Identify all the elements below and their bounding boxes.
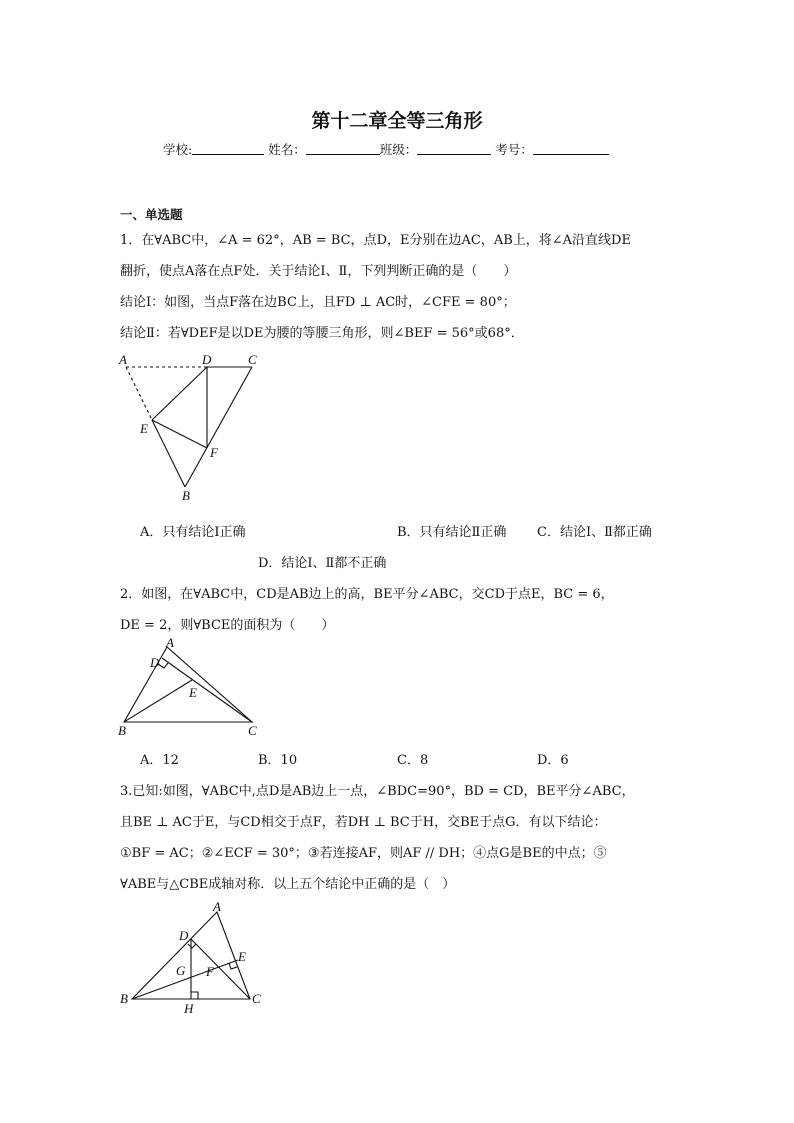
q3-right-angle-E bbox=[229, 963, 237, 969]
q1-label-E: E bbox=[140, 421, 148, 436]
q3-label-B: B bbox=[120, 991, 128, 1006]
q3-label-H: H bbox=[184, 1001, 194, 1016]
q1-side-CB bbox=[185, 367, 252, 487]
name-label: 姓名： bbox=[268, 142, 306, 157]
student-info bbox=[163, 140, 609, 158]
school-label: 学校: bbox=[163, 142, 193, 157]
q3-line-1: 3.已知:如图，∀ABC中,点D是AB边上一点，∠BDC=90°，BD = CD，BE平分∠ABC， bbox=[120, 784, 635, 799]
q1-option-c[interactable]: C．结论Ⅰ、Ⅱ都正确 bbox=[537, 525, 652, 540]
id-label: 考号： bbox=[495, 142, 533, 157]
q3-figure bbox=[112, 896, 282, 1020]
q1-option-d[interactable]: D．结论Ⅰ、Ⅱ都不正确 bbox=[258, 556, 387, 571]
q1-option-b[interactable]: B．只有结论Ⅱ正确 bbox=[397, 525, 507, 540]
q3-label-G: G bbox=[176, 963, 186, 978]
q3-label-C: C bbox=[252, 991, 261, 1006]
q1-conclusion-1: 结论Ⅰ：如图，当点F落在边BC上，且FD ⊥ AC时，∠CFE = 80°； bbox=[120, 295, 516, 310]
q2-label-B: B bbox=[118, 723, 126, 738]
q3-right-angle-H bbox=[191, 992, 198, 999]
q1-label-A: A bbox=[119, 352, 127, 367]
class-label: 班级： bbox=[379, 142, 418, 157]
q2-right-angle-mark bbox=[158, 663, 168, 668]
id-field[interactable] bbox=[533, 142, 609, 155]
school-field[interactable] bbox=[192, 142, 264, 155]
q3-line-4: ∀ABE与△CBE成轴对称．以上五个结论中正确的是（ ） bbox=[120, 877, 456, 892]
q3-right-angle-D bbox=[188, 944, 196, 948]
q2-option-b[interactable]: B．10 bbox=[258, 753, 298, 768]
q2-line-1: 2．如图，在∀ABC中，CD是AB边上的高，BE平分∠ABC，交CD于点E，BC = 6， bbox=[120, 587, 614, 602]
q2-figure bbox=[112, 636, 272, 740]
q3-label-E: E bbox=[238, 949, 246, 964]
q1-label-F: F bbox=[210, 445, 218, 460]
q1-label-C: C bbox=[248, 352, 257, 367]
q1-option-a[interactable]: A．只有结论Ⅰ正确 bbox=[140, 525, 246, 540]
q2-option-c[interactable]: C．8 bbox=[397, 753, 429, 768]
q1-line-1: 1．在∀ABC中，∠A = 62°，AB = BC，点D，E分别在边AC，AB上，将∠A沿直线DE bbox=[120, 233, 631, 248]
q2-option-d[interactable]: D．6 bbox=[537, 753, 569, 768]
q2-bisector-BE bbox=[124, 680, 192, 722]
q3-seg-DC bbox=[191, 939, 250, 999]
q2-option-a[interactable]: A．12 bbox=[140, 753, 179, 768]
q2-label-C: C bbox=[248, 723, 257, 738]
q3-line-2: 且BE ⊥ AC于E，与CD相交于点F，若DH ⊥ BC于H，交BE于点G．有以下结论： bbox=[120, 815, 607, 830]
q3-line-3: ①BF = AC；②∠ECF = 30°；③若连接AF，则AF // DH；④点G是BE的中点；⑤ bbox=[120, 846, 607, 861]
q1-dashed-AE bbox=[126, 367, 152, 420]
q1-fold-DE bbox=[152, 367, 207, 420]
q1-conclusion-2: 结论Ⅱ：若∀DEF是以DE为腰的等腰三角形，则∠BEF = 56°或68°． bbox=[120, 326, 524, 341]
page-title: 第十二章全等三角形 bbox=[311, 110, 483, 132]
q1-seg-EF bbox=[152, 420, 207, 448]
class-field[interactable] bbox=[417, 142, 491, 155]
q2-label-D: D bbox=[150, 655, 160, 670]
name-field[interactable] bbox=[306, 142, 380, 155]
q2-label-E: E bbox=[189, 685, 197, 700]
q3-label-A: A bbox=[213, 899, 221, 914]
q3-label-F: F bbox=[206, 964, 214, 979]
q1-side-EB bbox=[152, 420, 185, 487]
q1-figure bbox=[110, 348, 270, 508]
q2-line-2: DE = 2，则∀BCE的面积为（ ） bbox=[120, 618, 335, 633]
q1-label-D: D bbox=[202, 352, 212, 367]
section-heading: 一、单选题 bbox=[120, 207, 183, 222]
q1-line-2: 翻折，使点A落在点F处．关于结论Ⅰ、Ⅱ，下列判断正确的是（ ） bbox=[120, 264, 517, 279]
q3-label-D: D bbox=[179, 928, 189, 943]
q1-label-B: B bbox=[182, 488, 190, 503]
q2-label-A: A bbox=[166, 636, 174, 650]
